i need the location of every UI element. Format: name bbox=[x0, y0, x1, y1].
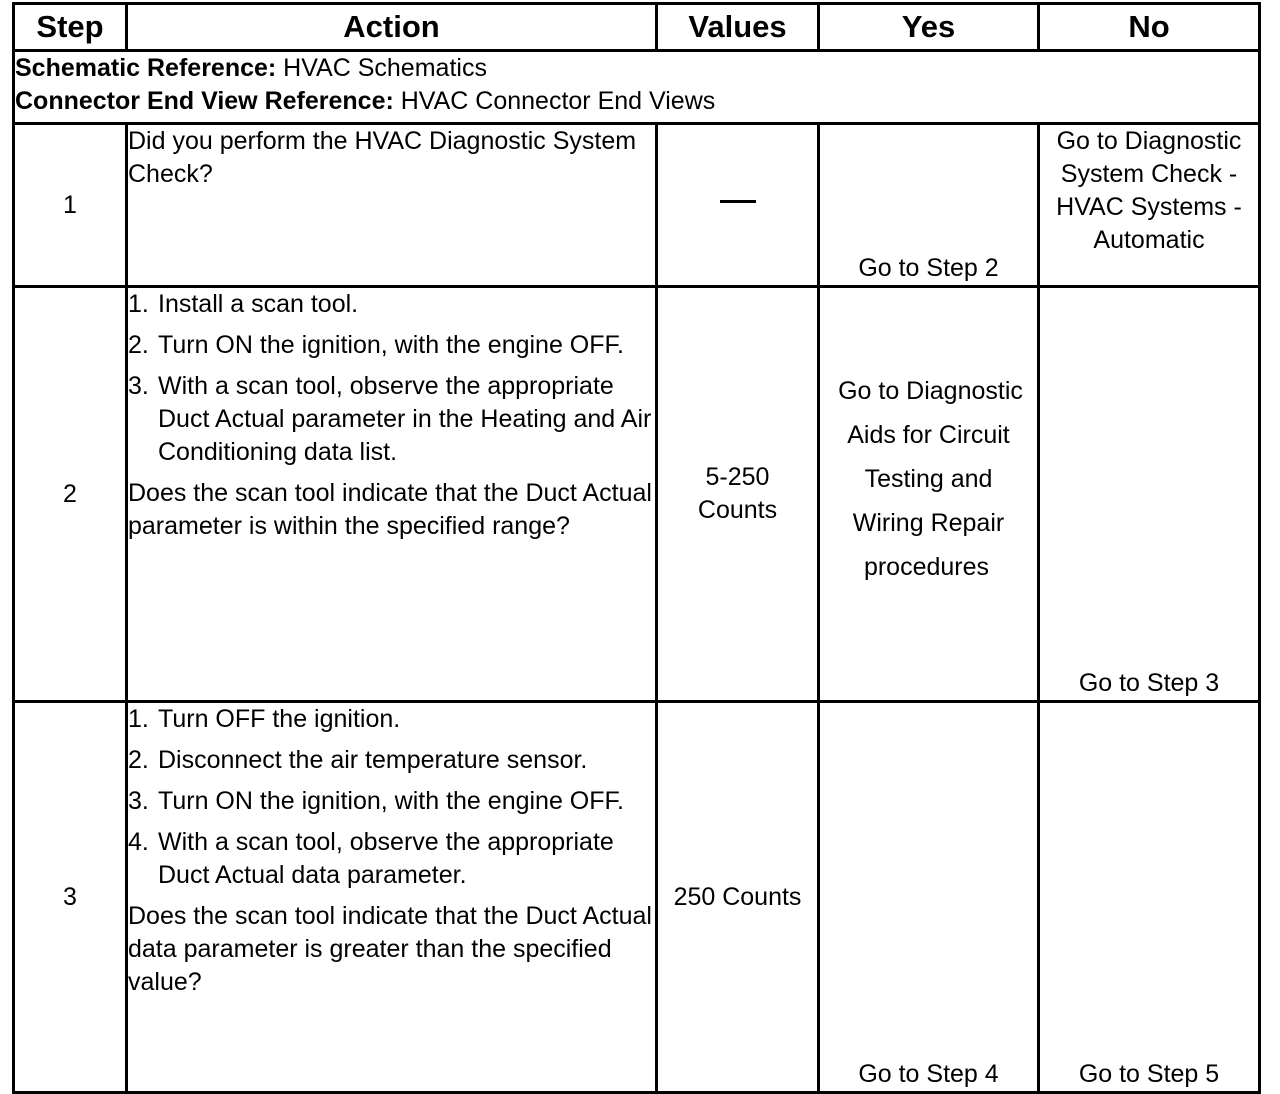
step-number: 2 bbox=[14, 287, 127, 702]
yes-cell bbox=[819, 287, 1039, 702]
action-steps bbox=[128, 703, 655, 892]
header-step: Step bbox=[14, 4, 127, 51]
action-step: 3. With a scan tool, observe the appropriate Duct Actual parameter in the Heating and Air Conditioning data list. bbox=[128, 372, 652, 466]
schematic-reference-value: HVAC Schematics bbox=[276, 54, 487, 82]
yes-text: Go to Diagnostic Aids for Circuit Testing and Wiring Repair procedures bbox=[838, 377, 1023, 581]
question-text: Does the scan tool indicate that the Duct Actual parameter is within the specified range? bbox=[128, 479, 652, 540]
no-cell: Go to Step 3 bbox=[1039, 287, 1260, 702]
table-row bbox=[14, 287, 1260, 702]
step-number: 3 bbox=[14, 702, 127, 1093]
reference-row bbox=[14, 51, 1260, 124]
header-action: Action bbox=[127, 4, 657, 51]
step-number: 1 bbox=[14, 124, 127, 287]
yes-cell: Go to Step 2 bbox=[819, 124, 1039, 287]
yes-cell: Go to Step 4 bbox=[819, 702, 1039, 1093]
header-row bbox=[14, 4, 1260, 51]
no-value-dash bbox=[720, 200, 756, 203]
action-cell bbox=[127, 287, 657, 702]
question-text: Did you perform the HVAC Diagnostic System Check? bbox=[128, 127, 637, 188]
action-steps bbox=[128, 288, 655, 469]
connector-reference-label: Connector End View Reference: bbox=[15, 87, 394, 115]
action-cell bbox=[127, 124, 657, 287]
table-row bbox=[14, 702, 1260, 1093]
reference-cell bbox=[14, 51, 1260, 124]
action-cell bbox=[127, 702, 657, 1093]
action-step: 2. Disconnect the air temperature sensor. bbox=[128, 746, 588, 774]
values-cell bbox=[657, 124, 819, 287]
action-step: 4. With a scan tool, observe the appropriate Duct Actual data parameter. bbox=[128, 828, 614, 889]
header-no: No bbox=[1039, 4, 1260, 51]
schematic-reference-label: Schematic Reference: bbox=[15, 54, 277, 82]
schematic-reference bbox=[15, 52, 1258, 85]
values-cell: 5-250 Counts bbox=[657, 287, 819, 702]
table-row bbox=[14, 124, 1260, 287]
no-cell: Go to Step 5 bbox=[1039, 702, 1260, 1093]
action-step: 1. Install a scan tool. bbox=[128, 290, 359, 318]
diagnostic-table bbox=[12, 2, 1261, 1094]
connector-reference bbox=[15, 85, 1258, 118]
no-cell: Go to Diagnostic System Check - HVAC Systems - Automatic bbox=[1039, 124, 1260, 287]
question-text: Does the scan tool indicate that the Duct Actual data parameter is greater than the specified value? bbox=[128, 902, 652, 996]
action-step: 2. Turn ON the ignition, with the engine OFF. bbox=[128, 331, 624, 359]
connector-reference-value: HVAC Connector End Views bbox=[393, 87, 716, 115]
header-yes: Yes bbox=[819, 4, 1039, 51]
header-values: Values bbox=[657, 4, 819, 51]
values-cell: 250 Counts bbox=[657, 702, 819, 1093]
action-step: 1. Turn OFF the ignition. bbox=[128, 705, 401, 733]
action-step: 3. Turn ON the ignition, with the engine OFF. bbox=[128, 787, 624, 815]
